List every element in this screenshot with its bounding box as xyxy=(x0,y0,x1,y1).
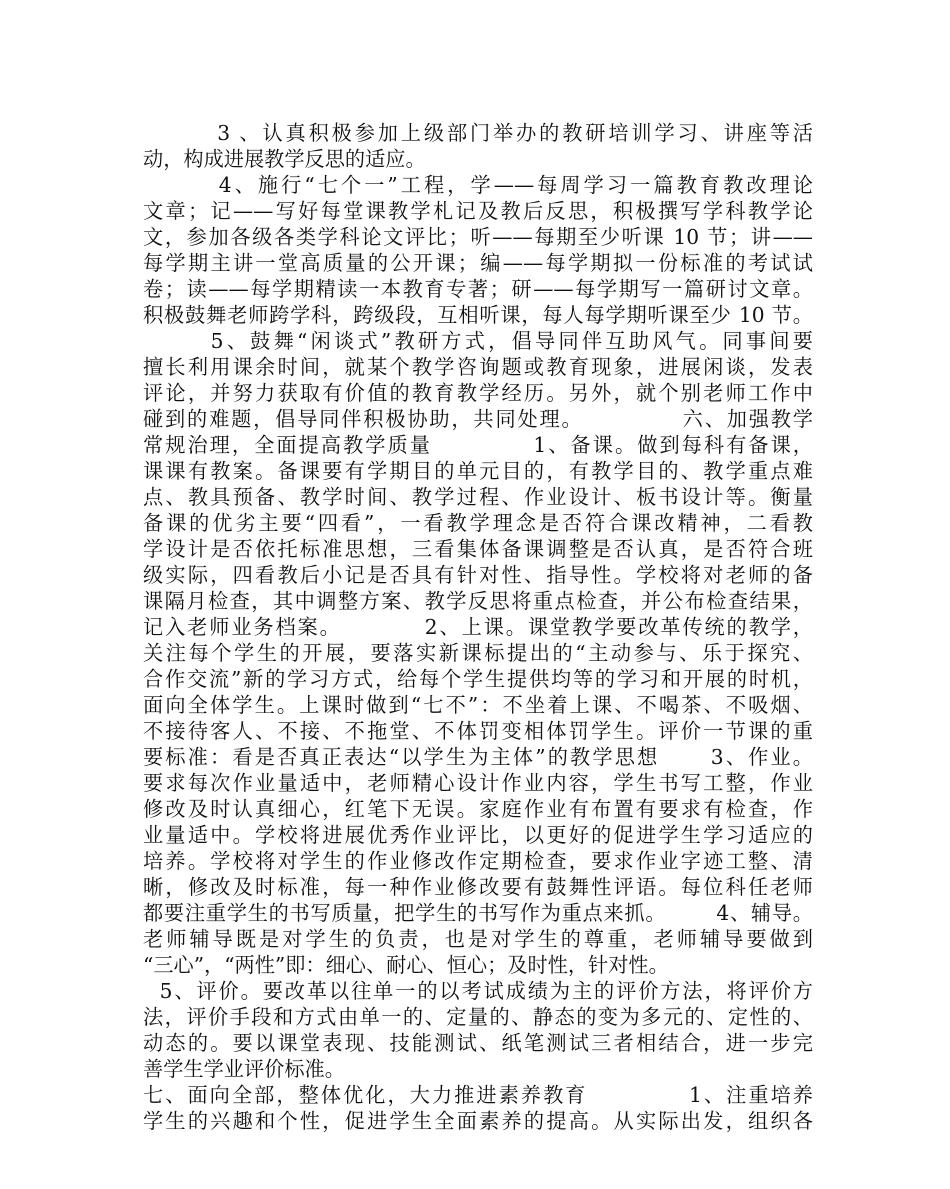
text-line: 积极鼓舞老师跨学科，跨级段，互相听课，每人每学期听课至少 10 节。 xyxy=(143,303,813,327)
text-line: 善学生学业评价标准。 xyxy=(143,1057,345,1081)
text-line: 课课有教案。备课要有学期目的单元目的，有教学目的、教学重点难 xyxy=(143,459,813,483)
text-line: 关注每个学生的开展，要落实新课标提出的“主动参与、乐于探究、 xyxy=(143,641,813,665)
text-line: 点、教具预备、教学时间、教学过程、作业设计、板书设计等。衡量 xyxy=(143,485,813,509)
text-line: 级实际，四看教后小记是否具有针对性、指导性。学校将对老师的备 xyxy=(143,563,813,587)
text-line: “三心”，“两性”即：细心、耐心、恒心；及时性，针对性。 xyxy=(143,953,669,977)
text-line: 备课的优劣主要“四看”，一看教学理念是否符合课改精神，二看教 xyxy=(143,511,813,535)
text-line: 业量适中。学校将进展优秀作业评比，以更好的促进学生学习适应的 xyxy=(143,823,813,847)
text-line: 3 、认真积极参加上级部门举办的教研培训学习、讲座等活 xyxy=(143,121,813,145)
text-line: 面向全体学生。上课时做到“七不”：不坐着上课、不喝茶、不吸烟、 xyxy=(143,693,813,717)
text-line: 七、面向全部，整体优化，大力推进素养教育 1、注重培养 xyxy=(143,1083,813,1107)
text-line: 文，参加各级各类学科论文评比；听——每期至少听课 10 节；讲—— xyxy=(143,225,813,249)
text-line: 卷；读——每学期精读一本教育专著；研——每学期写一篇研讨文章。 xyxy=(143,277,813,301)
text-line: 学设计是否依托标准思想，三看集体备课调整是否认真，是否符合班 xyxy=(143,537,813,561)
text-line: 常规治理，全面提高教学质量 1、备课。做到每科有备课， xyxy=(143,433,813,457)
text-line: 文章；记——写好每堂课教学札记及教后反思，积极撰写学科教学论 xyxy=(143,199,813,223)
text-line: 擅长利用课余时间，就某个教学咨询题或教育现象，进展闲谈，发表 xyxy=(143,355,813,379)
text-line: 课隔月检查，其中调整方案、教学反思将重点检查，并公布检查结果， xyxy=(143,589,813,613)
text-line: 评论，并努力获取有价值的教育教学经历。另外，就个别老师工作中 xyxy=(143,381,813,405)
text-line: 合作交流”新的学习方式，给每个学生提供均等的学习和开展的时机， xyxy=(143,667,813,691)
text-line: 学生的兴趣和个性，促进学生全面素养的提高。从实际出发，组织各 xyxy=(143,1109,813,1133)
text-line: 都要注重学生的书写质量，把学生的书写作为重点来抓。 4、辅导。 xyxy=(143,901,813,925)
text-line: 记入老师业务档案。 2、上课。课堂教学要改革传统的教学， xyxy=(143,615,813,639)
text-line: 5、评价。要改革以往单一的以考试成绩为主的评价方法，将评价方 xyxy=(143,979,813,1003)
text-line: 4、施行“七个一”工程，学——每周学习一篇教育教改理论 xyxy=(143,173,813,197)
text-line: 每学期主讲一堂高质量的公开课；编——每学期拟一份标准的考试试 xyxy=(143,251,813,275)
text-line: 要求每次作业量适中，老师精心设计作业内容，学生书写工整，作业 xyxy=(143,771,813,795)
text-line: 法，评价手段和方式由单一的、定量的、静态的变为多元的、定性的、 xyxy=(143,1005,813,1029)
text-line: 老师辅导既是对学生的负责，也是对学生的尊重，老师辅导要做到 xyxy=(143,927,813,951)
text-line: 修改及时认真细心，红笔下无误。家庭作业有布置有要求有检查，作 xyxy=(143,797,813,821)
text-line: 要标准：看是否真正表达“以学生为主体”的教学思想 3、作业。 xyxy=(143,745,813,769)
text-line: 培养。学校将对学生的作业修改作定期检查，要求作业字迹工整、清 xyxy=(143,849,813,873)
text-line: 晰，修改及时标准，每一种作业修改要有鼓舞性评语。每位科任老师 xyxy=(143,875,813,899)
text-line: 碰到的难题，倡导同伴积极协助，共同处理。 六、加强教学 xyxy=(143,407,813,431)
text-line: 动态的。要以课堂表现、技能测试、纸笔测试三者相结合，进一步完 xyxy=(143,1031,813,1055)
text-line: 不接待客人、不接、不拖堂、不体罚变相体罚学生。评价一节课的重 xyxy=(143,719,813,743)
text-line: 5、鼓舞“闲谈式”教研方式，倡导同伴互助风气。同事间要 xyxy=(143,329,813,353)
text-line: 动，构成进展教学反思的适应。 xyxy=(143,147,426,171)
